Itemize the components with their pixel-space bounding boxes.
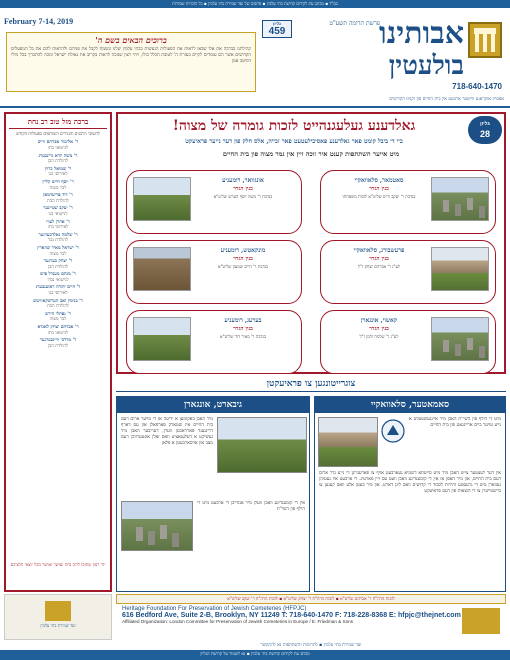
cemetery-project: בנין הגדר: [369, 326, 389, 332]
article-left-title: גיבארט, אונגארן: [117, 397, 309, 413]
cemetery-details: בנדבת ר' יעקב ווייס שליט"א לזכות משפחתו: [342, 195, 416, 200]
donor-occasion: לנישואי בנו: [48, 211, 68, 217]
donor-item: [9, 233, 107, 244]
cemetery-details: לע"נ ר' אברהם יצחק ז"ל: [358, 265, 400, 270]
donor-item: [9, 246, 107, 257]
welcome-text: קהילתנו בברכה את אלו שבאו לראות את הפעולות הנעשות בבתי עלמין שלנו ונשמח לקבל את פניהם ולהראות להם את כל המפעלים הקדושים אשר הם עומדים לקיים בעזרת ה' לטובת הכלל כולו, ויהי רצון שנזכה לראות בקרוב את גאולת ישראל ונזכה להתברך בכל מילי דמיטב אמן: [11, 47, 251, 65]
donor-occasion: לבר מצוה: [49, 185, 67, 191]
issue-label: גליון: [273, 21, 281, 26]
footer-hebrew: ועד שמירת בתי עלמין ▪ לתרומות והשתתפות נא להתקשר: [260, 643, 362, 648]
donor-item: [9, 259, 107, 270]
donor-name: ר' מנחם מענדל פיש: [40, 272, 76, 278]
logo-icon: [468, 22, 502, 58]
footer-address: 616 Bedford Ave, Suite 2-B, Brooklyn, NY 11249 T: 718-640-1470 F: 718-228-8368 E: hfpjc@thejnet.com: [122, 612, 461, 619]
donor-name: ר' מרדכי וויינבערגער: [39, 338, 77, 344]
donor-occasion: להולדת נכד: [47, 238, 69, 244]
footer-org-name: Heritage Foundation For Preservation of Jewish Cemeteries (HFPJC): [122, 606, 307, 612]
feature-badge-number: 28: [479, 129, 490, 139]
cemetery-name: בערעג, רומעניע: [224, 317, 262, 324]
donor-name: ר' יעקב שטיינער: [43, 206, 73, 212]
welcome-box: [6, 32, 256, 92]
donor-occasion: לנישואי בתו: [47, 330, 69, 336]
cemetery-details: בנדבת ר' מאיר דוד שליט"א: [220, 335, 266, 340]
donor-name: ר' שמואל ברוין: [44, 166, 72, 172]
donor-name: ר' משה יודא גרינבערג: [38, 153, 78, 159]
article-right-photo: [318, 417, 378, 467]
feature-subtitle-2: מיט אייער השתתפות קענט איר זוכה זיין אין גמר מצוה פון בית החיים: [222, 150, 400, 158]
sidebar-title: ברכת מזל טוב רב נחת: [9, 117, 107, 129]
org-logo-icon: [45, 601, 71, 621]
cemetery-card[interactable]: [126, 310, 302, 374]
article-left-photo-2: [121, 501, 193, 551]
donor-item: [9, 140, 107, 151]
cemetery-details: לע"נ ר' שלמה זלמן ז"ל: [359, 335, 399, 340]
article-right: [314, 396, 506, 592]
donor-item: [9, 312, 107, 323]
sidebar-intro: לחשובי הרבנים והנגידים השותפים בפעולות הקודש: [16, 132, 100, 137]
cemetery-card[interactable]: [320, 310, 496, 374]
footer-affiliate: Affiliated Organization: London Committee for Preservation of Jewish Cemeteries in Europe / E. Friedman & Sons: [122, 619, 353, 624]
issue-number-badge: [262, 20, 292, 38]
donor-name: ר' יצחק בערגער: [43, 259, 73, 265]
emblem-icon: [381, 419, 405, 443]
donor-item: [9, 299, 107, 310]
donor-occasion: להולדת הבת: [47, 304, 69, 310]
donor-item: [9, 220, 107, 231]
article-left: [116, 396, 310, 592]
donor-item: [9, 338, 107, 349]
donor-occasion: לנישואי בתו: [47, 146, 69, 151]
bottom-strip: מכתב עת לקידום קדושת בתי עלמין ▪ נא לשמור על קדושת הגליון: [0, 650, 510, 660]
donor-occasion: להולדת הבן: [47, 264, 69, 270]
donor-name: ר' דוד פריעדמאן: [43, 193, 73, 199]
sidebar-org-name: ועד שמירת בתי עלמין: [40, 623, 76, 628]
cemetery-card[interactable]: [126, 170, 302, 234]
donor-occasion: להולדת הבן: [47, 343, 69, 349]
welcome-title: ברוכים הבאים בשם ה': [95, 35, 167, 45]
cemetery-details: בנדבת ר' חיים שמעון שליט"א: [217, 265, 268, 270]
cemetery-photo: [133, 247, 191, 291]
cemetery-photo: [431, 177, 489, 221]
masthead: [0, 8, 510, 108]
donor-name: ר' בנימין זאב הערשקאוויטש: [33, 298, 83, 304]
donor-occasion: לאירוסי בתו: [47, 225, 69, 231]
feature-subtitle: ביי די ביבל קומט פאר גאלדענע פאסיבילעטעט פאר זכייה, אלס חלק פון דער נייער פראיעקט: [185, 138, 403, 145]
donor-item: [9, 193, 107, 204]
feature-title: גאלדענע געלעגנהייט לזכות גומרה של מצוה!: [172, 118, 416, 134]
feature-badge-label: גליון: [480, 121, 490, 127]
masthead-title: אבותינו: [379, 16, 464, 51]
feature-article: [116, 112, 506, 374]
cemetery-card[interactable]: [126, 240, 302, 304]
article-right-title: סאמאטער, סלאוואקיי: [315, 397, 505, 413]
donor-occasion: להולדת הבת: [47, 198, 69, 204]
cemetery-project: בנין הגדר: [233, 326, 253, 332]
sidebar-org-box: [4, 594, 112, 640]
article-left-photo: [217, 417, 307, 473]
donor-item: [9, 180, 107, 191]
donor-occasion: לנישואי נכדו: [47, 277, 69, 283]
cemetery-project: בנין הגדר: [233, 256, 253, 262]
cemetery-photo: [133, 317, 191, 361]
cemetery-name: סאטמאר, סלאוואקיי: [354, 177, 404, 184]
article-right-lead: מיט די הילף פון השי"ת האבן מיר איינגעשטעלט א נייע טויער ביים אריינגאנג פון בית החיים: [409, 417, 501, 428]
donor-item: [9, 285, 107, 296]
article-left-body: מיר האבן באקומען א ידיעה אז די מויער ארום דעם בית החיים איז שטארק פארפאלן און עס דארף דרינגענד פארראכטן ווערן, דעריבער האבן מיר געשיקט א דעלעגאציע וואס זאלן אונטערזוכן דעם מצב און אויסארבעטן א פלאן: [121, 417, 213, 446]
donor-name: ר' אהרן לעווי: [46, 219, 70, 225]
donor-name: ר' חיים יהודה ראזענבערג: [35, 285, 81, 291]
feature-badge: [468, 116, 502, 144]
cemetery-photo: [431, 247, 489, 291]
donor-name: ר' אליעזר אברהם ווייס: [37, 140, 79, 146]
donor-occasion: לבר מצוה: [49, 317, 67, 323]
cemetery-project: בנין הגדר: [369, 186, 389, 192]
masthead-phone: 718-640-1470: [452, 82, 502, 91]
donor-name: ר' שלמה גאלדבערגער: [38, 232, 78, 238]
donor-item: [9, 325, 107, 336]
donor-occasion: להולדת הבן: [47, 159, 69, 165]
masthead-subtitle: בולעטין: [388, 51, 464, 81]
cemetery-card[interactable]: [320, 240, 496, 304]
donor-name: ר' אברהם יצחק לאנדא: [37, 325, 79, 331]
donor-list: [9, 140, 107, 349]
issue-date: February 7-14, 2019: [4, 17, 74, 26]
article-right-body: אין דער לעצטער צייט האבן מיר מיט סייעתא דשמיא געארבעט אויף צו פארענדיגן די נייע גדר ארום דעם בית החיים, און מיר האפן אז אין די קומענדיגע וואכן וועט עס זיין פארטיג. די ארבעט איז געטוהן געווארן מיט די גרעסטע זהירות לכבוד די קדושים וואס ליגן דארט, און מיר בעטן אלע וואס קענען צו ביישטייערן צו די הוצאות פון דעם פראיעקט: [319, 471, 501, 494]
donor-name: ר' נפתלי הירש: [45, 311, 71, 317]
top-strip: בס"ד ▪ מכתב עת לקידום קדושת בתי עלמין ▪ פרסום של ועד שמירת בתי עלמין ▪ כל הזכויות שמורות: [0, 0, 510, 8]
section-title: צוגרייטונגען צו פראיעקטן: [116, 378, 506, 392]
footer-logo-icon: [462, 608, 500, 634]
congratulations-sidebar: [4, 112, 112, 592]
cemetery-name: אונגוואר, רומעניע: [222, 177, 264, 184]
donor-occasion: לבר מצוה: [49, 251, 67, 257]
parsha: פרשת תרומה תשע"ט: [329, 20, 380, 27]
donor-occasion: לאירוסי בנו: [48, 172, 68, 178]
donor-item: [9, 206, 107, 217]
donor-item: [9, 167, 107, 178]
donor-item: [9, 272, 107, 283]
sidebar-blessing: יהי רצון שתזכו לרוב נחת ועושר ואושר מכל יוצאי חלציכם: [10, 562, 106, 568]
donor-name: ר' ישראל מאיר שווארץ: [37, 245, 79, 251]
masthead-tagline: אפטייג אוקראנע ווייטער ארבעט אין בית החיים פון זקנינו הקדושים: [389, 97, 504, 102]
cemetery-name: קאשוי, אונגארן: [360, 317, 398, 324]
cemetery-name: פרעשבורג, סלאוואקיי: [353, 247, 405, 254]
cemetery-details: בנדבת ר' משה יוסף הערש שליט"א: [213, 195, 273, 200]
donor-occasion: לאירוסי בנו: [48, 291, 68, 297]
cemetery-project: בנין הגדר: [233, 186, 253, 192]
donor-name: ר' יוסף חיים קליין: [42, 179, 74, 185]
issue-number: 459: [268, 26, 286, 37]
dedication-ticker: לזכות הרה"ח ר' אברהם שליט"א ▪ לזכות הרה"ח ר' יצחק שליט"א ▪ לזכות הרה"ח ר' יעקב שליט"א: [116, 594, 506, 604]
cemetery-photo: [431, 317, 489, 361]
cemetery-photo: [133, 177, 191, 221]
cemetery-name: מונקאטש, רומעניע: [220, 247, 266, 254]
footer: [116, 606, 506, 648]
cemetery-project: בנין הגדר: [369, 256, 389, 262]
article-left-caption: אין די קומענדיגע וואכן וועלן מיר אנהייבן די ארבעט מיט די הילף פון השי"ת: [197, 501, 305, 512]
donor-item: [9, 154, 107, 165]
cemetery-card[interactable]: [320, 170, 496, 234]
